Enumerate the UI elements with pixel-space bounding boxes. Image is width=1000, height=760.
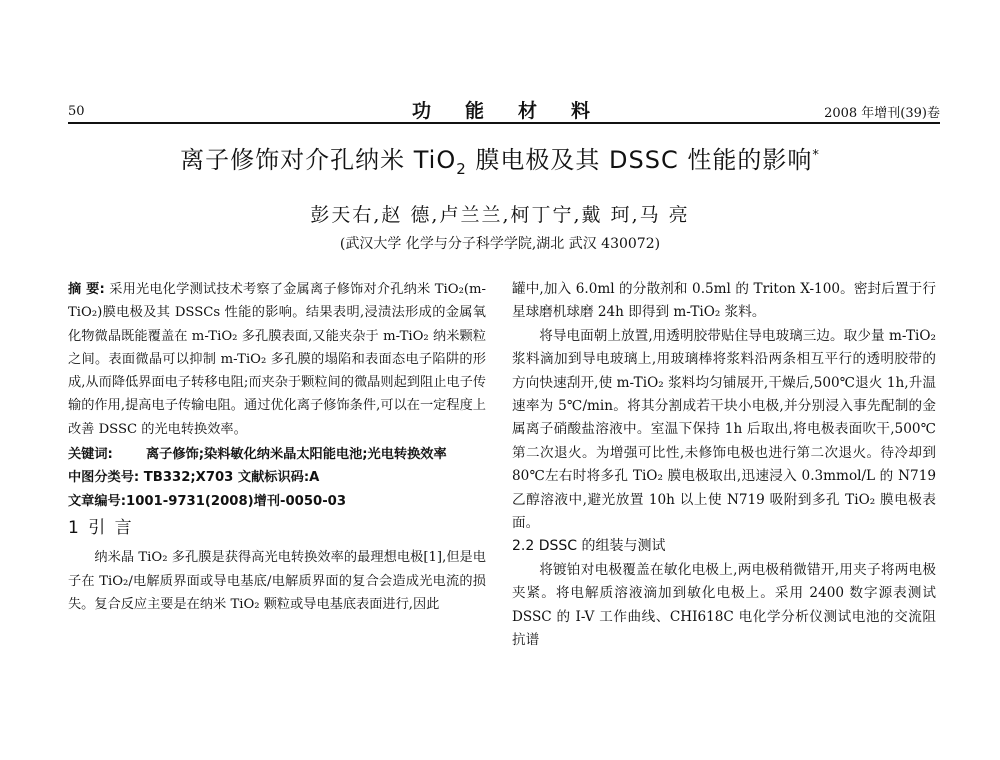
right-column bbox=[512, 278, 936, 653]
article-number: 文章编号:1001-9731(2008)增刊-0050-03 bbox=[68, 493, 347, 509]
intro-paragraph: 纳米晶 TiO₂ 多孔膜是获得高光电转换效率的最理想电极[1],但是电子在 TiO₂/电解质界面或导电基底/电解质界面的复合会造成光电流的损失。复合反应主要是在纳米 TiO₂ 颗粒或导电基底表面进行,因此 bbox=[68, 550, 486, 612]
left-column bbox=[68, 278, 486, 616]
keywords-label: 关键词: bbox=[68, 447, 113, 463]
header-rule bbox=[68, 122, 940, 124]
paper-title bbox=[100, 140, 900, 178]
title-subscript: 2 bbox=[456, 159, 467, 178]
subsection-heading: 2.2 DSSC 的组装与测试 bbox=[512, 538, 666, 555]
abstract-label: 摘 要: bbox=[68, 282, 105, 297]
section-heading: 1 引 言 bbox=[68, 517, 134, 538]
method-paragraph-3: 将镀铂对电极覆盖在敏化电极上,两电极稍微错开,用夹子将两电极夹紧。将电解质溶液滴加到敏化电极上。采用 2400 数字源表测试 DSSC 的 I-V 工作曲线、CHI618C 电化学分析仪测试电池的交流阻抗谱 bbox=[512, 561, 936, 649]
method-paragraph-1: 罐中,加入 6.0ml 的分散剂和 0.5ml 的 Triton X-100。密封后置于行星球磨机球磨 24h 即得到 m-TiO₂ 浆料。 bbox=[512, 281, 936, 321]
keywords bbox=[68, 443, 486, 466]
affiliation: (武汉大学 化学与分子科学学院,湖北 武汉 430072) bbox=[339, 236, 661, 252]
method-paragraph-2: 将导电面朝上放置,用透明胶带贴住导电玻璃三边。取少量 m-TiO₂ 浆料滴加到导电玻璃上,用玻璃棒将浆料沿两条相互平行的透明胶带的方向快速刮开,使 m-TiO₂ 浆料均匀铺展开,干燥后,500℃退火 1h,升温速率为 5℃/min。将其分割成若干块小电极,并分别浸入事先配制的金属离子硝酸盐溶液中。室温下保持 1h 后取出,将电极表面吹干,500℃第二次退火。为增强可比性,未修饰电极也进行第二次退火。待冷却到 80℃左右时将多孔 TiO₂ 膜电极取出,迅速浸入 0.3mmol/L 的 N719 乙醇溶液中,避光放置 10h 以上使 N719 吸附到多孔 TiO₂ 膜电极表面。 bbox=[512, 327, 936, 532]
title-footnote-mark: * bbox=[812, 148, 820, 163]
journal-name: 功能材料 bbox=[411, 100, 624, 122]
running-header bbox=[68, 96, 940, 120]
issue-info: 2008 年增刊(39)卷 bbox=[824, 106, 940, 121]
title-main: 离子修饰对介孔纳米 TiO bbox=[180, 146, 457, 174]
keywords-text: 离子修饰;染料敏化纳米晶太阳能电池;光电转换效率 bbox=[146, 447, 447, 463]
abstract-text: 采用光电化学测试技术考察了金属离子修饰对介孔纳米 TiO₂(m-TiO₂)膜电极及其 DSSCs 性能的影响。结果表明,浸渍法形成的金属氧化物微晶既能覆盖在 m-TiO₂ 多孔膜表面,又能夹杂于 m-TiO₂ 纳米颗粒之间。表面微晶可以抑制 m-TiO₂ 多孔膜的塌陷和表面态电子陷阱的形成,从而降低界面电子转移电阻;而夹杂于颗粒间的微晶则起到阻止电子传输的作用,提高电子传输电阻。通过优化离子修饰条件,可以在一定程度上改善 DSSC 的光电转换效率。 bbox=[68, 282, 486, 437]
classification-line: 中图分类号: TB332;X703 文献标识码:A bbox=[68, 470, 320, 486]
authors: 彭天右,赵 德,卢兰兰,柯丁宁,戴 珂,马 亮 bbox=[310, 204, 690, 226]
title-rest: 膜电极及其 DSSC 性能的影响 bbox=[466, 146, 813, 174]
abstract bbox=[68, 278, 486, 441]
page-number: 50 bbox=[68, 104, 85, 119]
